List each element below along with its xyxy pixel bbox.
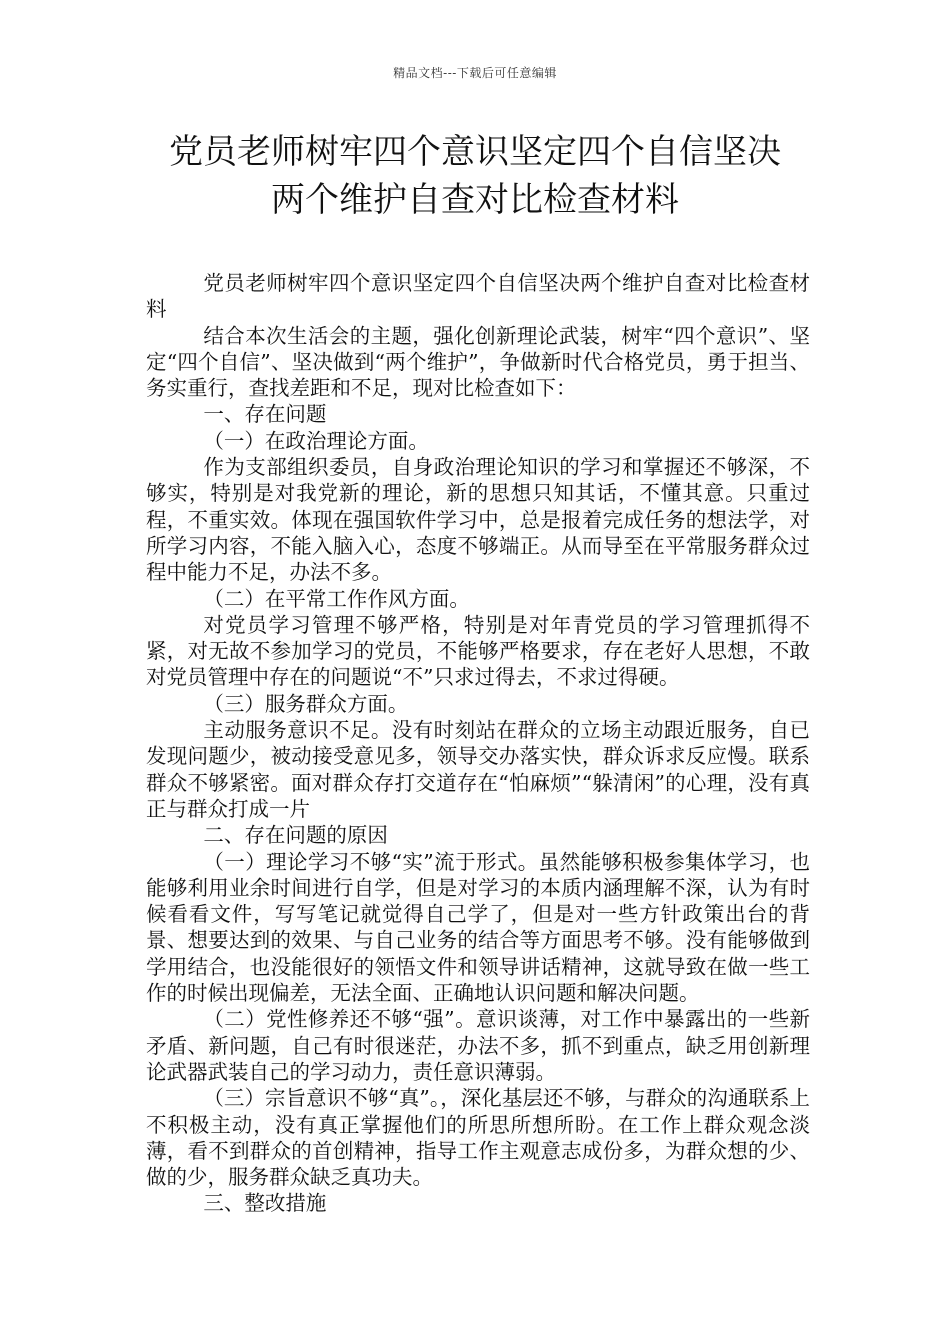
paragraph-1-1: 作为支部组织委员，自身政治理论知识的学习和掌握还不够深，不够实，特别是对我党新的理论，新的思想只知其话，不懂其意。只重过程，不重实效。体现在强国软件学习中，总是报着完成任务的想法学，对所学习内容，不能入脑入心，态度不够端正。从而导至在平常服务群众过程中能力不足，办法不多。 bbox=[146, 455, 810, 585]
subsection-heading-1-3: （三）服务群众方面。 bbox=[203, 691, 409, 716]
document-title bbox=[120, 128, 830, 224]
subsection-heading-1-1: （一）在政治理论方面。 bbox=[203, 428, 429, 453]
section-heading-3: 三、整改措施 bbox=[203, 1191, 327, 1216]
paragraph-1-3: 主动服务意识不足。没有时刻站在群众的立场主动跟近服务，自已发现问题少，被动接受意见多，领导交办落实快，群众诉求反应慢。联系群众不够紧密。面对群众存打交道存在“怕麻烦”“躲清闲”的心理，没有真正与群众打成一片 bbox=[146, 718, 810, 821]
paragraph-2-1: （一）理论学习不够“实”流于形式。虽然能够积极参集体学习，也能够利用业余时间进行自学，但是对学习的本质内涵理解不深，认为有时候看看文件，写写笔记就觉得自己学了，但是对一些方针政策出台的背景、想要达到的效果、与自己业务的结合等方面思考不够。没有能够做到学用结合，也没能很好的领悟文件和领导讲话精神，这就导致在做一些工作的时候出现偏差，无法全面、正确地认识问题和解决问题。 bbox=[146, 849, 810, 1006]
paragraph-2-2: （二）党性修养还不够“强”。意识谈薄，对工作中暴露出的一些新矛盾、新问题，自己有时很迷茫，办法不多，抓不到重点，缺乏用创新理论武器武装自己的学习动力，责任意识薄弱。 bbox=[146, 1007, 810, 1084]
title-line-1: 党员老师树牢四个意识坚定四个自信坚决 bbox=[169, 132, 781, 172]
section-heading-1: 一、存在问题 bbox=[203, 402, 327, 427]
paragraph-2-3: （三）宗旨意识不够“真”。，深化基层还不够，与群众的沟通联系上不积极主动，没有真正掌握他们的所思所想所盼。在工作上群众观念淡薄，看不到群众的首创精神，指导工作主观意志成份多，为群众想的少、做的少，服务群众缺乏真功夫。 bbox=[146, 1086, 810, 1190]
header-note: 精品文档---下载后可任意编辑 bbox=[393, 66, 557, 80]
paragraph-intro: 结合本次生活会的主题，强化创新理论武装，树牢“四个意识”、坚定“四个自信”、坚决做到“两个维护”，争做新时代合格党员，勇于担当、务实重行，查找差距和不足，现对比检查如下： bbox=[146, 323, 810, 401]
title-line-2: 两个维护自查对比检查材料 bbox=[271, 180, 679, 220]
document-body bbox=[146, 270, 810, 1217]
paragraph-1-2: 对党员学习管理不够严格，特别是对年青党员的学习管理抓得不紧，对无故不参加学习的党员，不能够严格要求，存在老好人思想，不敢对党员管理中存在的问题说“不”只求过得去，不求过得硬。 bbox=[146, 612, 810, 690]
paragraph-intro-title: 党员老师树牢四个意识坚定四个自信坚决两个维护自查对比检查材料 bbox=[146, 271, 810, 322]
section-heading-2: 二、存在问题的原因 bbox=[203, 823, 388, 848]
subsection-heading-1-2: （二）在平常工作作风方面。 bbox=[203, 586, 470, 611]
